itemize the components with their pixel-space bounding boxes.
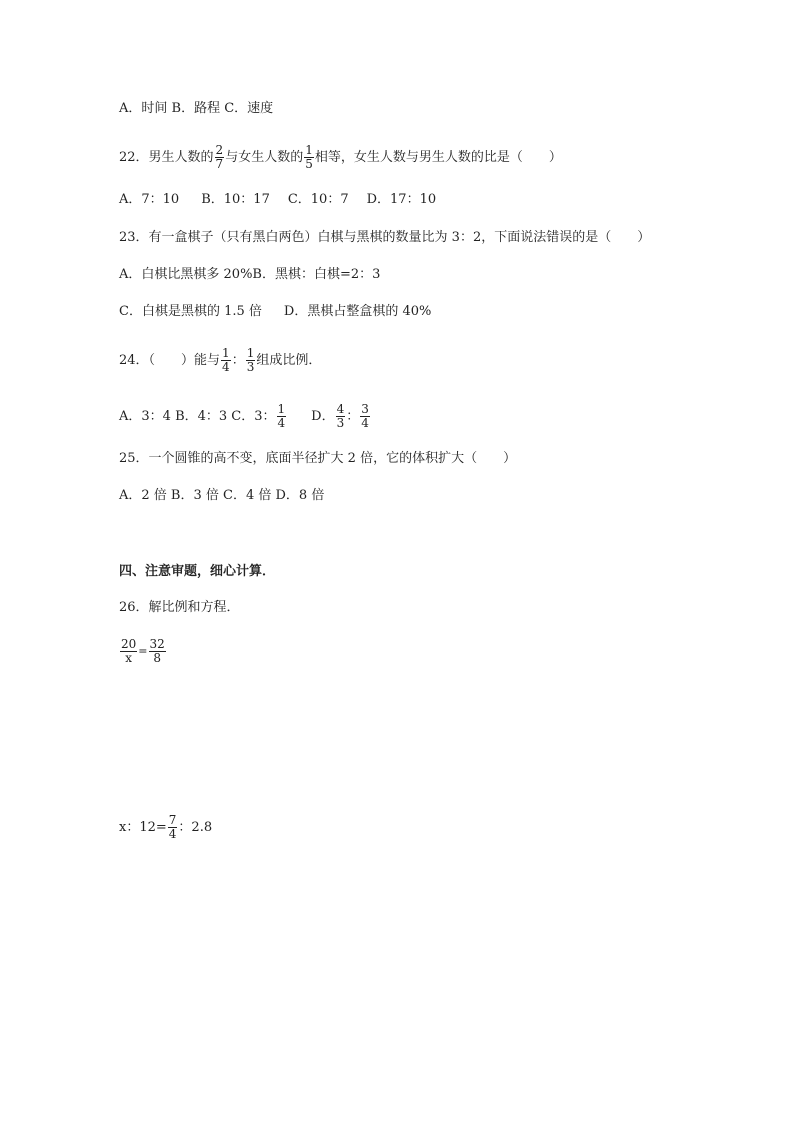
q24-option-d-fraction-2 <box>360 403 370 430</box>
q22-frac1-num: 2 <box>215 143 224 157</box>
question-25: 25．一个圆锥的高不变，底面半径扩大 2 倍，它的体积扩大（ ） <box>119 451 517 466</box>
eq1-left-fraction <box>120 638 137 665</box>
q24-options <box>119 403 371 430</box>
q24-frac1-den: 4 <box>222 360 230 374</box>
q24-option-c-fraction <box>277 403 287 430</box>
q24-frac2-den: 3 <box>246 360 255 374</box>
eq2-num: 7 <box>168 813 177 827</box>
q25-options: A．2 倍 B．3 倍 C．4 倍 D．8 倍 <box>119 488 325 503</box>
q23-options-line-1: A．白棋比黑棋多 20%B．黑棋：白棋=2：3 <box>119 267 381 282</box>
question-23: 23．有一盒棋子（只有黑白两色）白棋与黑棋的数量比为 3：2，下面说法错误的是（ ） <box>119 230 651 245</box>
q22-frac2-num: 1 <box>305 143 313 157</box>
eq1-equals: = <box>138 644 148 658</box>
q24-options-abc: A．3：4 B．4：3 C．3： <box>119 409 276 424</box>
question-24 <box>119 347 321 374</box>
q22-frac1-den: 7 <box>215 157 224 171</box>
q23-option-c: C．白棋是黑棋的 1.5 倍 <box>119 304 262 319</box>
question-26: 26．解比例和方程． <box>119 600 240 615</box>
q24-optd-den1: 3 <box>336 416 345 430</box>
q24-optd-num1: 4 <box>336 402 345 416</box>
q22-mid: 与女生人数的 <box>225 150 304 165</box>
q24-fraction-1 <box>221 347 231 374</box>
q24-prefix: 24．（ ）能与 <box>119 353 221 368</box>
q22-fraction-2 <box>304 144 314 171</box>
q24-colon: ： <box>231 353 245 368</box>
q24-optd-num2: 3 <box>361 402 369 416</box>
q23-options-line-2 <box>119 303 431 321</box>
q24-option-d-colon: ： <box>346 409 360 424</box>
q22-suffix: 相等，女生人数与男生人数的比是（ ） <box>314 150 562 165</box>
q22-frac2-den: 5 <box>305 157 313 171</box>
q24-optc-den: 4 <box>277 416 286 430</box>
eq1-right-fraction <box>149 638 166 665</box>
q22-fraction-1 <box>215 144 225 171</box>
eq1-right-den: 8 <box>153 651 161 665</box>
q24-fraction-2 <box>246 347 256 374</box>
equation-2 <box>119 814 212 841</box>
q24-suffix: 组成比例． <box>256 353 322 368</box>
q24-frac1-num: 1 <box>222 346 230 360</box>
q22-option-a: A．7：10 <box>119 192 180 207</box>
section-4-heading: 四、注意审题，细心计算． <box>119 564 276 579</box>
eq2-prefix: x：12= <box>119 820 167 835</box>
eq2-fraction <box>168 814 178 841</box>
eq2-suffix: ：2.8 <box>178 820 213 835</box>
q22-options <box>119 191 436 209</box>
eq1-right-num: 32 <box>149 637 165 651</box>
q24-option-d-label: D． <box>311 409 335 424</box>
question-22 <box>119 144 562 171</box>
q22-prefix: 22．男生人数的 <box>119 150 214 165</box>
q24-frac2-num: 1 <box>246 346 255 360</box>
q24-option-d-fraction-1 <box>336 403 346 430</box>
eq1-left-den: x <box>125 651 133 665</box>
q22-option-b: B．10：17 <box>201 192 270 207</box>
equation-1 <box>119 638 167 665</box>
q22-option-d: D．17：10 <box>366 192 437 207</box>
q24-optd-den2: 4 <box>361 416 369 430</box>
q21-options: A．时间 B．路程 C．速度 <box>119 101 274 116</box>
q24-optc-num: 1 <box>277 402 286 416</box>
eq2-den: 4 <box>168 827 177 841</box>
q22-option-c: C．10：7 <box>287 192 349 207</box>
eq1-left-num: 20 <box>121 637 137 651</box>
q23-option-d: D．黑棋占整盒棋的 40% <box>283 304 432 319</box>
